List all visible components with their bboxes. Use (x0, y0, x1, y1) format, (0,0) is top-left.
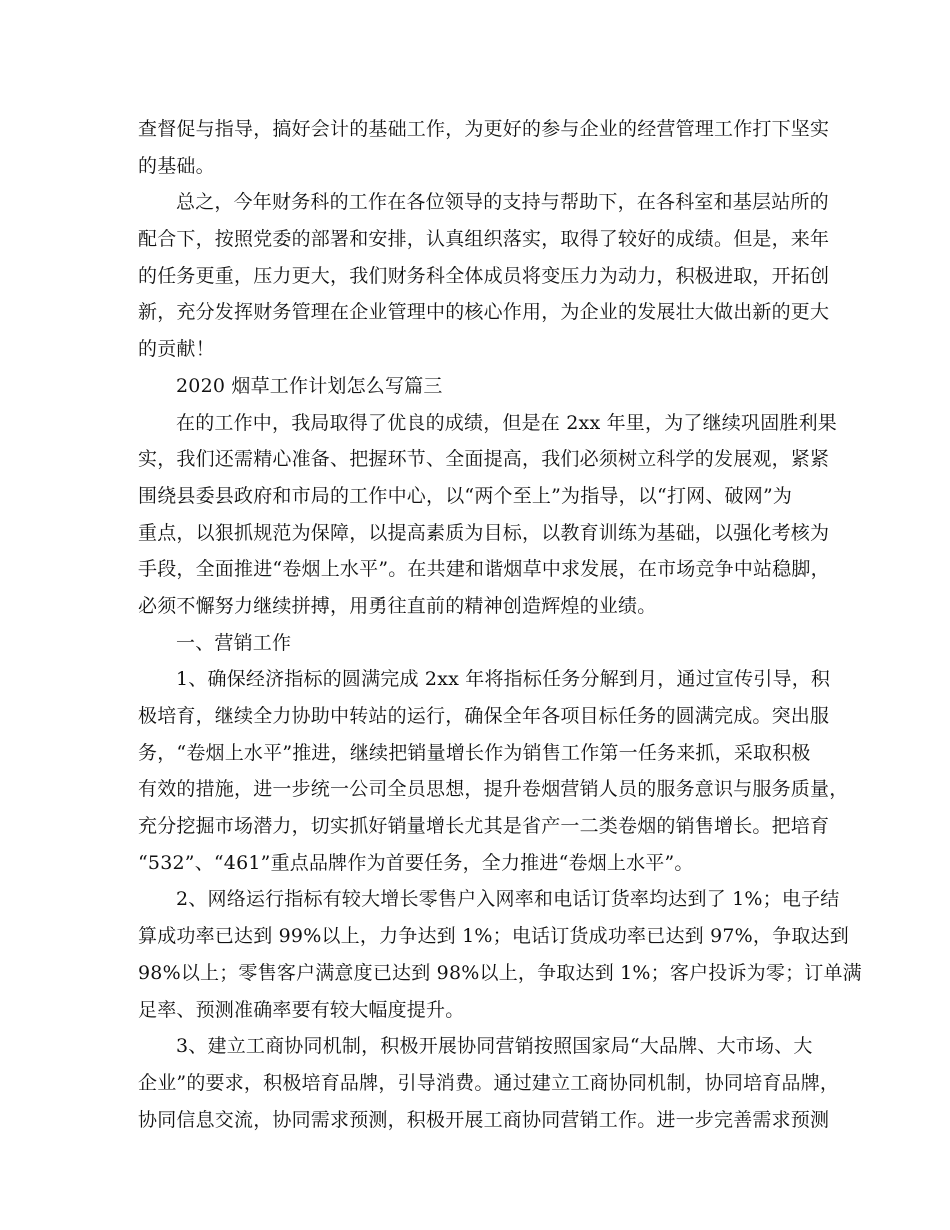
text-line: 算成功率已达到 99%以上，力争达到 1%；电话订货成功率已达到 97%，争取达到 (138, 925, 849, 948)
document-page (138, 111, 862, 1138)
text-line: 极培育，继续全力协助中转站的运行，确保全年各项目标任务的圆满完成。突出服 (138, 705, 830, 727)
text-line: 的贡献！ (138, 338, 215, 361)
text-line: 必须不懈努力继续拼搏，用勇往直前的精神创造辉煌的业绩。 (138, 594, 657, 617)
text-line: “532”、“461”重点品牌作为首要任务，全力推进“卷烟上水平”。 (138, 851, 694, 874)
paragraph-start-line: 总之，今年财务科的工作在各位领导的支持与帮助下，在各科室和基层站所的 (176, 191, 829, 214)
text-line: 配合下，按照党委的部署和安排，认真组织落实，取得了较好的成绩。但是，来年 (138, 228, 830, 251)
text-line: 98%以上；零售客户满意度已达到 98%以上，争取达到 1%；客户投诉为零；订单满 (138, 961, 862, 984)
text-line: 足率、预测准确率要有较大幅度提升。 (138, 998, 465, 1021)
paragraph-start-line: 1、确保经济指标的圆满完成 2xx 年将指标任务分解到月，通过宣传引导，积 (176, 668, 831, 691)
text-line: 务，“卷烟上水平”推进，继续把销量增长作为销售工作第一任务来抓，采取积极 (138, 741, 811, 764)
paragraph-start-line: 在的工作中，我局取得了优良的成绩，但是在 2xx 年里，为了继续巩固胜利果 (176, 411, 837, 434)
text-line: 重点，以狠抓规范为保障，以提高素质为目标，以教育训练为基础，以强化考核为 (138, 521, 830, 544)
text-line: 实，我们还需精心准备、把握环节、全面提高，我们必须树立科学的发展观，紧紧 (138, 448, 830, 471)
text-line: 协同信息交流，协同需求预测，积极开展工商协同营销工作。进一步完善需求预测 (138, 1108, 830, 1131)
text-line: 新，充分发挥财务管理在企业管理中的核心作用，为企业的发展壮大做出新的更大 (138, 301, 830, 324)
text-line: 查督促与指导，搞好会计的基础工作，为更好的参与企业的经营管理工作打下坚实 (138, 118, 830, 140)
subsection-heading: 一、营销工作 (176, 631, 292, 654)
paragraph-start-line: 2、网络运行指标有较大增长零售户入网率和电话订货率均达到了 1%；电子结 (176, 888, 840, 911)
text-line: 手段，全面推进“卷烟上水平”。在共建和谐烟草中求发展，在市场竞争中站稳脚， (138, 558, 830, 581)
paragraph-start-line: 3、建立工商协同机制，积极开展协同营销按照国家局“大品牌、大市场、大 (176, 1035, 813, 1058)
text-line: 围绕县委县政府和市局的工作中心，以“两个至上”为指导，以“打网、破网”为 (138, 484, 793, 507)
text-line: 有效的措施，进一步统一公司全员思想，提升卷烟营销人员的服务意识与服务质量， (138, 778, 849, 801)
text-line: 的基础。 (138, 154, 215, 177)
text-line: 的任务更重，压力更大，我们财务科全体成员将变压力为动力，积极进取，开拓创 (138, 264, 830, 287)
text-line: 充分挖掘市场潜力，切实抓好销量增长尤其是省产一二类卷烟的销售增长。把培育 (138, 815, 830, 838)
section-heading: 2020 烟草工作计划怎么写篇三 (176, 374, 443, 397)
text-line: 企业”的要求，积极培育品牌，引导消费。通过建立工商协同机制，协同培育品牌， (138, 1071, 840, 1094)
